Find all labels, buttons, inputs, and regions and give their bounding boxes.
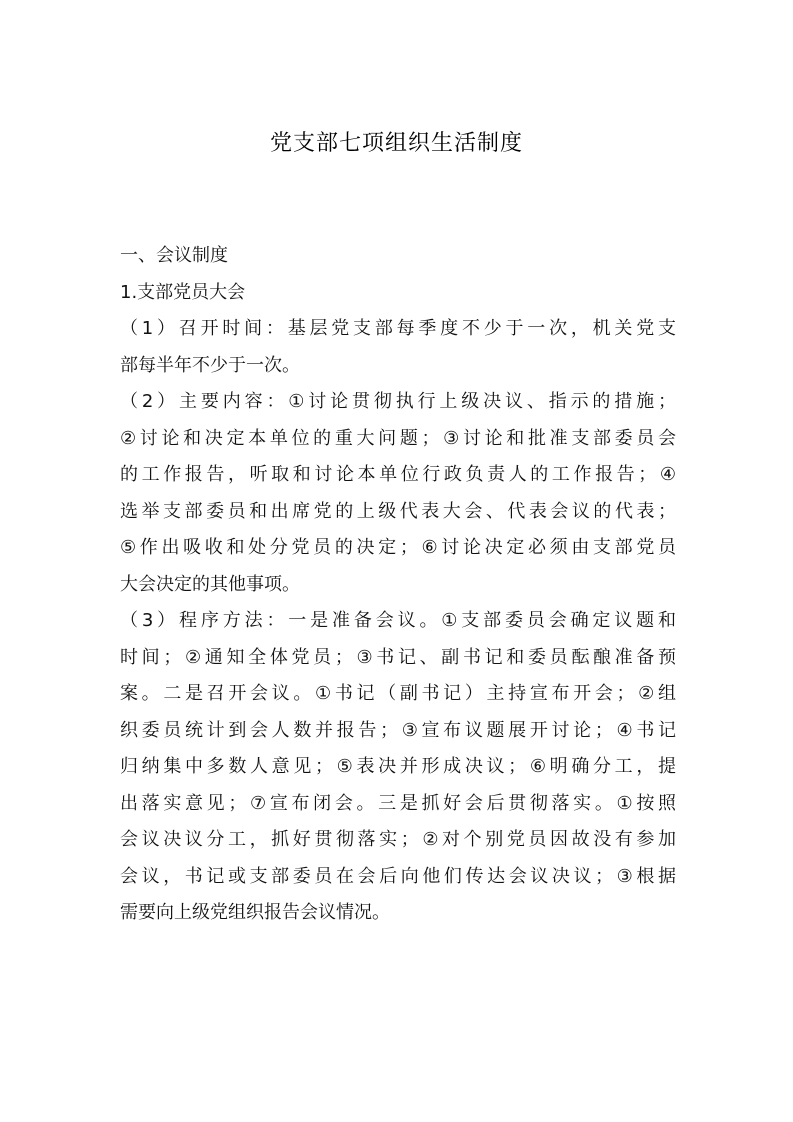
paragraph-line: 织委员统计到会人数并报告；③宣布议题展开讨论；④书记 [120,719,676,741]
paragraph-line: 案。二是召开会议。①书记（副书记）主持宣布开会；②组 [120,683,676,704]
section-heading: 一、会议制度 [120,245,228,266]
paragraph-line: （3）程序方法：一是准备会议。①支部委员会确定议题和 [120,610,676,631]
paragraph-line: 会议，书记或支部委员在会后向他们传达会议决议；③根据 [120,865,676,887]
paragraph-line: 的工作报告，听取和讨论本单位行政负责人的工作报告；④ [120,464,676,485]
paragraph-line: ⑤作出吸收和处分党员的决定；⑥讨论决定必须由支部党员 [120,537,676,558]
document-title: 党支部七项组织生活制度 [269,131,523,156]
paragraph-line: ②讨论和决定本单位的重大问题；③讨论和批准支部委员会 [120,427,676,449]
paragraph-line: （1）召开时间：基层党支部每季度不少于一次，机关党支 [120,318,676,339]
subsection-heading: 1.支部党员大会 [120,281,246,303]
paragraph-procedure [120,603,676,932]
paragraph-line: 会议决议分工，抓好贯彻落实；②对个别党员因故没有参加 [120,829,676,850]
paragraph-line: 归纳集中多数人意见；⑤表决并形成决议；⑥明确分工，提 [120,756,676,777]
document-body [120,238,676,932]
paragraph-line: （2）主要内容：①讨论贯彻执行上级决议、指示的措施； [120,391,676,412]
paragraph-line: 部每半年不少于一次。 [120,354,300,376]
paragraph-line: 需要向上级党组织报告会议情况。 [120,902,390,923]
paragraph-main-content [120,384,676,603]
paragraph-line: 大会决定的其他事项。 [120,573,300,595]
paragraph-line: 出落实意见；⑦宣布闭会。三是抓好会后贯彻落实。①按照 [120,792,676,814]
paragraph-line: 选举支部委员和出席党的上级代表大会、代表会议的代表； [120,500,676,522]
paragraph-line: 时间；②通知全体党员；③书记、副书记和委员酝酿准备预 [120,646,676,668]
paragraph-meeting-time [120,311,676,384]
